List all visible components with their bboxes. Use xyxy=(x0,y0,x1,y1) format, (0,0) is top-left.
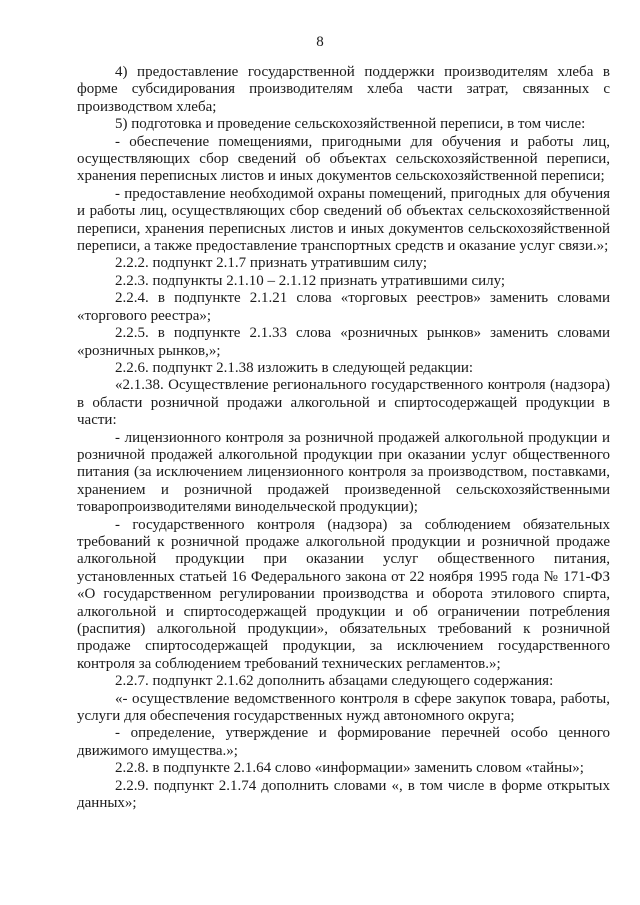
paragraph-dash-procurement: «- осуществление ведомственного контроля в сфере закупок товара, работы, услуги для обеспечения государственных нужд автономного округа; xyxy=(77,690,610,725)
paragraph-2-2-7: 2.2.7. подпункт 2.1.62 дополнить абзацами следующего содержания: xyxy=(115,673,554,690)
paragraph-2-2-9: 2.2.9. подпункт 2.1.74 дополнить словами «, в том числе в форме открытых данных»; xyxy=(77,777,610,812)
paragraph-item-4: 4) предоставление государственной поддержки производителям хлеба в форме субсидирования производителям хлеба части затрат, связанных с производством хлеба; xyxy=(77,64,610,115)
paragraph-item-5: 5) подготовка и проведение сельскохозяйственной переписи, в том числе: xyxy=(115,116,586,133)
paragraph-dash-premises: - обеспечение помещениями, пригодными для обучения и работы лиц, осуществляющих сбор сведений об объектах сельскохозяйственной переписи, хранения переписных листов и иных документов сельскохозяйственной переписи; xyxy=(77,133,610,185)
paragraph-dash-licensing: - лицензионного контроля за розничной продажей алкогольной продукции и розничной продажей алкогольной продукции при оказании услуг общественного питания (за исключением лицензионного контроля за производством, поставками, хранением и розничной продажей произведенной сельскохозяйственными товаропроизводителями винодельческой продукции); xyxy=(77,429,610,516)
paragraph-dash-state-control: - государственного контроля (надзора) за соблюдением обязательных требований к розничной продаже алкогольной продукции и розничной продаже алкогольной продукции при оказании услуг общественного питания, установленных статьей 16 Федерального закона от 22 ноября 1995 года № 171-ФЗ «О государственном регулировании производства и оборота этилового спирта, алкогольной и спиртосодержащей продукции и об ограничении потребления (распития) алкогольной продукции», обязательных требований к розничной продаже спиртосодержащей продукции, за исключением государственного контроля за соблюдением требований технических регламентов.»; xyxy=(77,516,610,672)
paragraph-dash-property: - определение, утверждение и формирование перечней особо ценного движимого имущества.»; xyxy=(77,725,610,759)
paragraph-2-2-5: 2.2.5. в подпункте 2.1.33 слова «розничных рынков» заменить словами «розничных рынков,»; xyxy=(77,325,610,359)
paragraph-2-2-3: 2.2.3. подпункты 2.1.10 – 2.1.12 признать утратившими силу; xyxy=(115,272,506,289)
document-body xyxy=(77,64,610,812)
paragraph-dash-security: - предоставление необходимой охраны помещений, пригодных для обучения и работы лиц, осуществляющих сбор сведений об объектах сельскохозяйственной переписи, хранения переписных листов и иных документов сельскохозяйственной переписи, а также предоставление транспортных средств и оказание услуг связи.»; xyxy=(77,185,610,255)
paragraph-2-2-4: 2.2.4. в подпункте 2.1.21 слова «торговых реестров» заменить словами «торгового реестра»; xyxy=(77,290,610,324)
page-number: 8 xyxy=(316,34,324,50)
paragraph-2-2-2: 2.2.2. подпункт 2.1.7 признать утратившим силу; xyxy=(115,255,427,272)
paragraph-2-2-8: 2.2.8. в подпункте 2.1.64 слово «информации» заменить словом «тайны»; xyxy=(115,760,584,777)
paragraph-2-1-38: «2.1.38. Осуществление регионального государственного контроля (надзора) в области розничной продажи алкогольной и спиртосодержащей продукции в части: xyxy=(77,377,610,429)
paragraph-2-2-6: 2.2.6. подпункт 2.1.38 изложить в следующей редакции: xyxy=(115,359,474,376)
